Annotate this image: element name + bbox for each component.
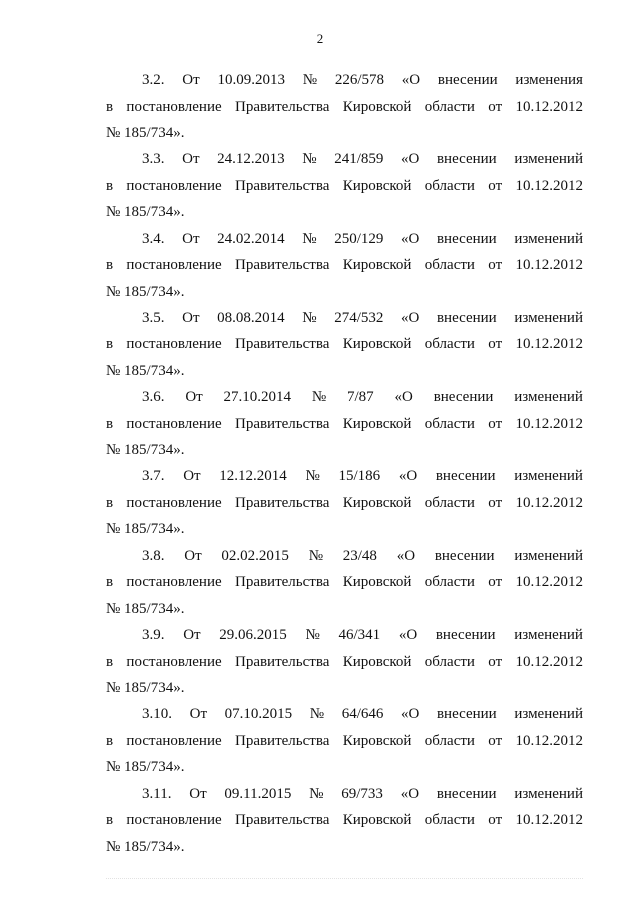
item-word: Кировской bbox=[342, 336, 412, 353]
list-item bbox=[106, 543, 583, 622]
item-word: 10.12.2012 bbox=[515, 653, 583, 670]
item-word: области bbox=[424, 653, 475, 670]
item-second-line bbox=[106, 728, 583, 755]
item-word: 64/646 bbox=[341, 706, 384, 723]
item-word: 3.9. bbox=[142, 627, 165, 644]
item-word: в bbox=[106, 653, 114, 670]
item-first-line bbox=[106, 463, 583, 490]
item-word: От bbox=[185, 389, 203, 406]
item-word: № bbox=[308, 547, 323, 564]
item-word: изменений bbox=[514, 151, 583, 168]
list-item bbox=[106, 463, 583, 542]
item-second-line bbox=[106, 331, 583, 358]
item-word: «О bbox=[396, 547, 416, 564]
item-word: «О bbox=[398, 468, 418, 485]
item-word: № bbox=[309, 706, 325, 723]
item-word: Правительства bbox=[234, 415, 330, 432]
item-word: 10.12.2012 bbox=[515, 336, 583, 353]
item-word: 10.12.2012 bbox=[515, 98, 583, 115]
item-word: Кировской bbox=[342, 257, 412, 274]
item-word: № bbox=[302, 230, 317, 247]
item-word: От bbox=[189, 706, 208, 723]
item-second-line bbox=[106, 94, 583, 121]
item-word: «О bbox=[400, 785, 420, 802]
item-word: № bbox=[305, 627, 320, 644]
item-word: 3.4. bbox=[142, 230, 165, 247]
item-word: области bbox=[424, 812, 475, 829]
item-word: внесении bbox=[436, 151, 497, 168]
item-word: От bbox=[183, 468, 201, 485]
item-word: изменений bbox=[514, 309, 583, 326]
item-word: изменений bbox=[514, 468, 583, 485]
item-word: «О bbox=[401, 309, 420, 326]
item-word: в bbox=[106, 257, 114, 274]
item-word: 3.8. bbox=[142, 547, 165, 564]
item-word: внесении bbox=[435, 468, 496, 485]
item-first-line bbox=[106, 543, 583, 570]
item-first-line bbox=[106, 67, 583, 94]
item-word: 10.12.2012 bbox=[515, 812, 583, 829]
document-body bbox=[106, 67, 583, 860]
item-word: От bbox=[182, 72, 200, 88]
item-word: изменений bbox=[514, 627, 583, 644]
item-word: в bbox=[106, 494, 114, 511]
item-word: изменений bbox=[514, 230, 583, 247]
item-word: От bbox=[183, 627, 201, 644]
item-word: области bbox=[424, 98, 475, 115]
item-word: от bbox=[488, 732, 503, 749]
item-word: Правительства bbox=[234, 653, 330, 670]
item-word: в bbox=[106, 336, 114, 353]
item-word: 3.11. bbox=[142, 785, 172, 802]
item-last-line: № 185/734». bbox=[106, 521, 185, 538]
item-word: 10.09.2013 bbox=[217, 72, 285, 88]
item-second-line bbox=[106, 252, 583, 279]
item-word: «О bbox=[401, 151, 420, 168]
item-word: Правительства bbox=[234, 257, 330, 274]
item-word: 12.12.2014 bbox=[219, 468, 287, 485]
item-word: изменения bbox=[515, 72, 583, 88]
item-last-line: № 185/734». bbox=[106, 283, 185, 300]
item-second-line bbox=[106, 649, 583, 676]
item-word: изменений bbox=[514, 785, 583, 802]
item-word: в bbox=[106, 574, 114, 591]
item-word: от bbox=[488, 653, 503, 670]
list-item bbox=[106, 781, 583, 860]
list-item bbox=[106, 622, 583, 701]
item-last-line: № 185/734». bbox=[106, 362, 185, 379]
item-word: 09.11.2015 bbox=[224, 785, 292, 802]
item-word: Правительства bbox=[234, 574, 330, 591]
item-first-line bbox=[106, 146, 583, 173]
item-word: Кировской bbox=[342, 494, 412, 511]
item-word: Кировской bbox=[342, 574, 412, 591]
item-word: внесении bbox=[436, 785, 497, 802]
item-word: области bbox=[424, 732, 475, 749]
item-last-line: № 185/734». bbox=[106, 759, 185, 776]
item-word: № bbox=[309, 785, 324, 802]
item-second-line bbox=[106, 411, 583, 438]
item-word: Кировской bbox=[342, 653, 412, 670]
item-word: внесении bbox=[435, 627, 496, 644]
item-word: области bbox=[424, 257, 475, 274]
item-word: № bbox=[302, 72, 318, 88]
item-word: Правительства bbox=[234, 98, 330, 115]
item-word: области bbox=[424, 415, 475, 432]
item-word: 10.12.2012 bbox=[515, 177, 583, 194]
item-word: внесении bbox=[436, 706, 497, 723]
list-item bbox=[106, 305, 583, 384]
item-word: От bbox=[184, 547, 202, 564]
item-word: 02.02.2015 bbox=[221, 547, 289, 564]
item-last-line: № 185/734». bbox=[106, 680, 185, 697]
item-word: 69/733 bbox=[341, 785, 383, 802]
item-word: 27.10.2014 bbox=[223, 389, 292, 406]
item-word: № bbox=[302, 151, 317, 168]
item-word: постановление bbox=[126, 494, 222, 511]
item-word: № bbox=[302, 309, 317, 326]
item-word: внесении bbox=[436, 309, 497, 326]
item-word: от bbox=[488, 415, 503, 432]
item-word: от bbox=[488, 494, 503, 511]
item-word: внесении bbox=[437, 72, 498, 88]
item-word: постановление bbox=[126, 415, 222, 432]
item-last-line: № 185/734». bbox=[106, 600, 185, 617]
item-word: постановление bbox=[126, 257, 222, 274]
item-word: 10.12.2012 bbox=[515, 257, 583, 274]
item-word: 10.12.2012 bbox=[515, 732, 583, 749]
item-word: изменений bbox=[514, 547, 583, 564]
item-word: от bbox=[488, 177, 503, 194]
item-word: 24.12.2013 bbox=[217, 151, 285, 168]
item-word: От bbox=[182, 230, 200, 247]
item-word: 24.02.2014 bbox=[217, 230, 285, 247]
list-item bbox=[106, 67, 583, 146]
item-word: области bbox=[424, 494, 475, 511]
item-word: области bbox=[424, 574, 475, 591]
item-first-line bbox=[106, 384, 583, 411]
list-item bbox=[106, 384, 583, 463]
item-word: От bbox=[182, 309, 200, 326]
item-word: постановление bbox=[126, 732, 222, 749]
item-second-line bbox=[106, 569, 583, 596]
item-word: Кировской bbox=[342, 415, 412, 432]
item-word: области bbox=[424, 177, 475, 194]
item-word: постановление bbox=[126, 653, 222, 670]
item-word: От bbox=[189, 785, 207, 802]
item-word: в bbox=[106, 812, 114, 829]
item-word: 3.7. bbox=[142, 468, 165, 485]
item-word: Правительства bbox=[234, 494, 330, 511]
item-word: изменений bbox=[514, 706, 583, 723]
item-word: внесении bbox=[434, 547, 495, 564]
list-item bbox=[106, 146, 583, 225]
item-word: 10.12.2012 bbox=[515, 574, 583, 591]
item-word: внесении bbox=[433, 389, 494, 406]
item-word: 08.08.2014 bbox=[217, 309, 285, 326]
item-word: Правительства bbox=[234, 732, 330, 749]
footer-scan-marks bbox=[106, 878, 583, 880]
item-word: постановление bbox=[126, 177, 222, 194]
item-second-line bbox=[106, 173, 583, 200]
page-number: 2 bbox=[316, 31, 324, 46]
item-word: «О bbox=[401, 706, 420, 723]
item-word: «О bbox=[398, 627, 418, 644]
item-second-line bbox=[106, 807, 583, 834]
item-word: от bbox=[488, 98, 503, 115]
item-word: Правительства bbox=[234, 177, 330, 194]
item-word: Кировской bbox=[342, 177, 412, 194]
item-word: 46/341 bbox=[338, 627, 381, 644]
item-word: 274/532 bbox=[334, 309, 384, 326]
item-word: 3.2. bbox=[142, 72, 165, 88]
item-second-line bbox=[106, 490, 583, 517]
item-first-line bbox=[106, 701, 583, 728]
item-word: Кировской bbox=[342, 812, 412, 829]
item-word: Кировской bbox=[342, 732, 412, 749]
item-word: «О bbox=[401, 72, 421, 88]
item-word: «О bbox=[401, 230, 420, 247]
item-first-line bbox=[106, 305, 583, 332]
item-first-line bbox=[106, 226, 583, 253]
item-word: 3.5. bbox=[142, 309, 165, 326]
item-word: Правительства bbox=[234, 812, 330, 829]
item-word: От bbox=[182, 151, 200, 168]
item-word: 10.12.2012 bbox=[515, 494, 583, 511]
item-last-line: № 185/734». bbox=[106, 442, 185, 459]
item-last-line: № 185/734». bbox=[106, 204, 185, 221]
item-word: в bbox=[106, 415, 114, 432]
item-word: 23/48 bbox=[342, 547, 377, 564]
item-word: от bbox=[488, 812, 503, 829]
item-word: в bbox=[106, 732, 114, 749]
item-word: 3.6. bbox=[142, 389, 165, 406]
list-item bbox=[106, 226, 583, 305]
item-word: постановление bbox=[126, 812, 222, 829]
item-word: 15/186 bbox=[338, 468, 381, 485]
item-word: области bbox=[424, 336, 475, 353]
item-last-line: № 185/734». bbox=[106, 125, 185, 141]
item-word: Кировской bbox=[342, 98, 412, 115]
item-word: Правительства bbox=[234, 336, 330, 353]
list-item bbox=[106, 701, 583, 780]
item-last-line: № 185/734». bbox=[106, 838, 185, 855]
item-word: 10.12.2012 bbox=[515, 415, 583, 432]
item-word: 7/87 bbox=[347, 389, 374, 406]
item-word: изменений bbox=[514, 389, 583, 406]
item-word: 226/578 bbox=[334, 72, 384, 88]
item-word: 3.10. bbox=[142, 706, 172, 723]
item-first-line bbox=[106, 622, 583, 649]
item-word: № bbox=[305, 468, 320, 485]
item-word: 250/129 bbox=[334, 230, 384, 247]
item-word: 3.3. bbox=[142, 151, 165, 168]
item-first-line bbox=[106, 781, 583, 808]
item-word: 241/859 bbox=[334, 151, 384, 168]
item-word: постановление bbox=[126, 574, 222, 591]
item-word: 29.06.2015 bbox=[219, 627, 287, 644]
item-word: внесении bbox=[436, 230, 497, 247]
item-word: «О bbox=[394, 389, 413, 406]
item-word: постановление bbox=[126, 336, 222, 353]
item-word: в bbox=[106, 177, 114, 194]
item-word: постановление bbox=[126, 98, 222, 115]
item-word: в bbox=[106, 98, 114, 115]
item-word: 07.10.2015 bbox=[224, 706, 293, 723]
item-word: от bbox=[488, 336, 503, 353]
item-word: № bbox=[311, 389, 327, 406]
item-word: от bbox=[488, 257, 503, 274]
item-word: от bbox=[488, 574, 503, 591]
